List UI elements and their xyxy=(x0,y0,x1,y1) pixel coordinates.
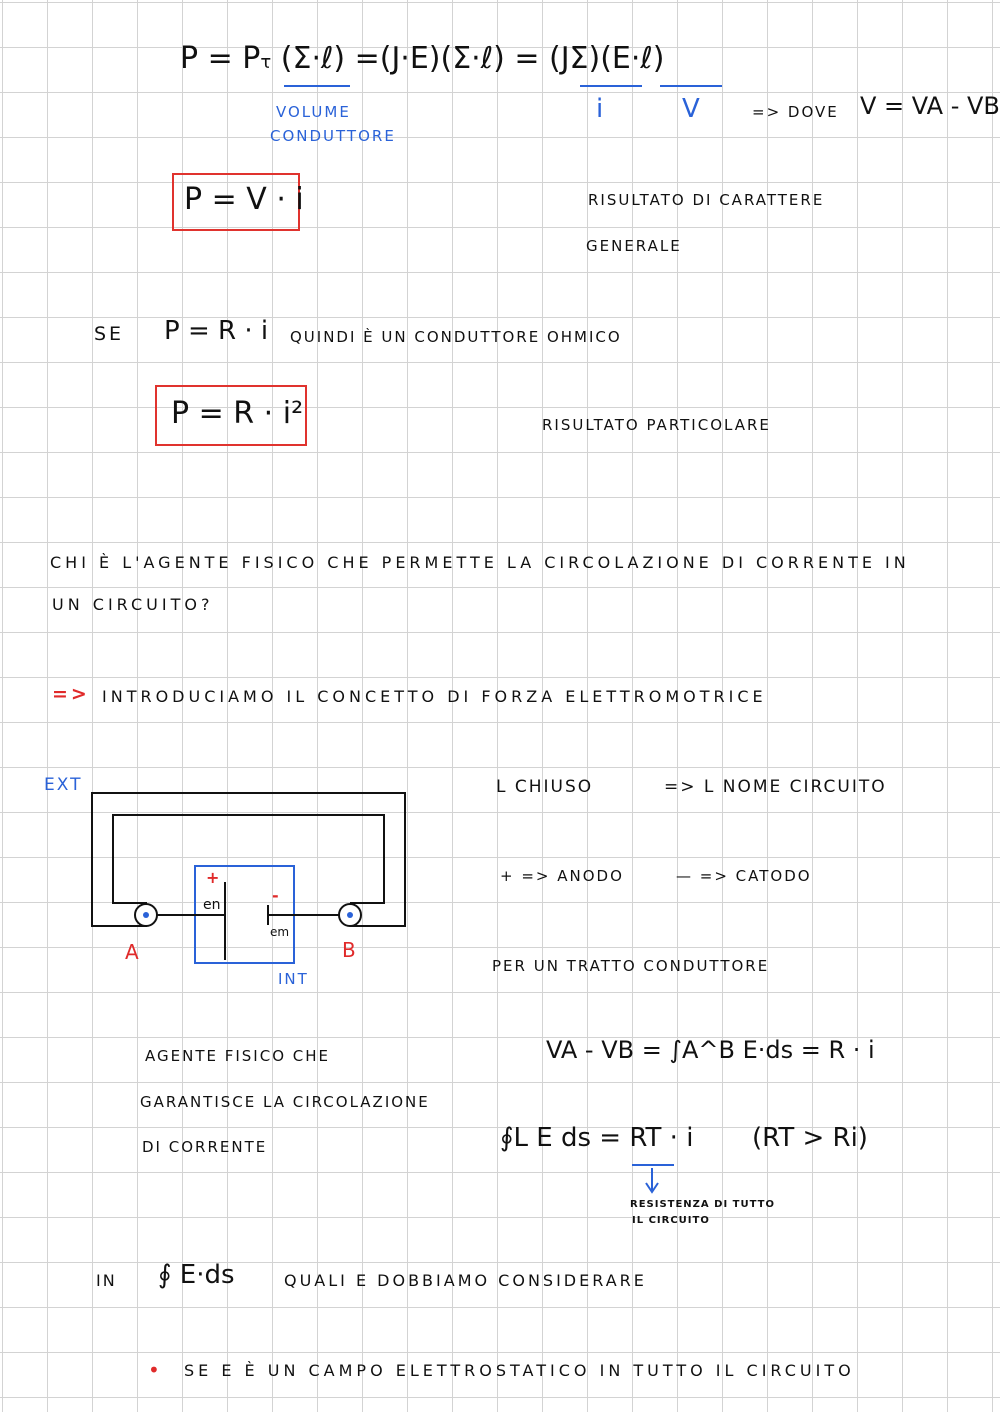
bullet-dot: • xyxy=(148,1358,160,1382)
anodo-note: + => ANODO xyxy=(500,867,624,885)
ohmic-se: SE xyxy=(94,323,125,345)
resistance-condition: (RT > Ri) xyxy=(752,1123,868,1153)
volume-label-1: VOLUME xyxy=(276,103,351,121)
boxed-formula-general-text: P = V · i xyxy=(184,182,304,217)
anode-plus: + xyxy=(206,868,220,887)
agent-text-3: DI CORRENTE xyxy=(142,1138,268,1156)
intro-text: INTRODUCIAMO IL CONCETTO DI FORZA ELETTROMOTRICE xyxy=(102,687,767,706)
bottom-formula: ∮ E·ds xyxy=(158,1260,235,1290)
agent-text-1: AGENTE FISICO CHE xyxy=(145,1047,331,1065)
question-line-1: CHI È L'AGENTE FISICO CHE PERMETTE LA CIRCOLAZIONE DI CORRENTE IN xyxy=(50,553,910,572)
label-V: V xyxy=(682,94,700,124)
battery-label-em: em xyxy=(270,925,290,939)
catodo-note: — => CATODO xyxy=(676,867,812,885)
per-tratto-note: PER UN TRATTO CONDUTTORE xyxy=(492,957,770,975)
terminal-B: B xyxy=(342,938,356,962)
terminal-A: A xyxy=(125,940,139,964)
result-general-2: GENERALE xyxy=(586,237,682,255)
ohmic-formula: P = R · i xyxy=(164,316,269,346)
resistenza-note-2: IL CIRCUITO xyxy=(632,1215,710,1226)
integral-formula-1: VA - VB = ∫A^B E·ds = R · i xyxy=(546,1036,875,1064)
bullet-text: SE E È UN CAMPO ELETTROSTATICO IN TUTTO IL CIRCUITO xyxy=(184,1361,855,1380)
cathode-minus: - xyxy=(272,886,279,905)
ohmic-text: QUINDI È UN CONDUTTORE OHMICO xyxy=(290,328,622,346)
result-particular: RISULTATO PARTICOLARE xyxy=(542,416,771,434)
bottom-in: IN xyxy=(96,1271,117,1290)
label-i: i xyxy=(596,94,604,124)
dove-formula: V = VA - VB xyxy=(860,92,1000,120)
battery-label-en: en xyxy=(203,897,221,913)
agent-text-2: GARANTISCE LA CIRCOLAZIONE xyxy=(140,1093,430,1111)
integral-formula-2: ∮L E ds = RT · i xyxy=(500,1123,694,1153)
power-formula-part2: (Σ·ℓ) =(J·E)(Σ·ℓ) = (JΣ)(E·ℓ) xyxy=(280,41,665,76)
volume-label-2: CONDUTTORE xyxy=(270,127,396,145)
circuit-ext-label: EXT xyxy=(44,775,83,795)
power-formula-sub: τ xyxy=(260,52,272,73)
bottom-text: QUALI E DOBBIAMO CONSIDERARE xyxy=(284,1271,647,1290)
L-chiuso: L CHIUSO xyxy=(496,777,594,797)
result-general-1: RISULTATO DI CARATTERE xyxy=(588,191,825,209)
circuit-int-label: INT xyxy=(278,970,309,988)
boxed-formula-particular-text: P = R · i² xyxy=(171,396,304,431)
dove-text: => DOVE xyxy=(752,103,839,121)
power-formula-part1: P = P xyxy=(180,41,261,76)
intro-arrow: => xyxy=(52,683,90,705)
resistenza-note-1: RESISTENZA DI TUTTO xyxy=(630,1199,775,1210)
L-nome-circuito: => L NOME CIRCUITO xyxy=(664,777,887,797)
question-line-2: UN CIRCUITO? xyxy=(52,595,214,614)
